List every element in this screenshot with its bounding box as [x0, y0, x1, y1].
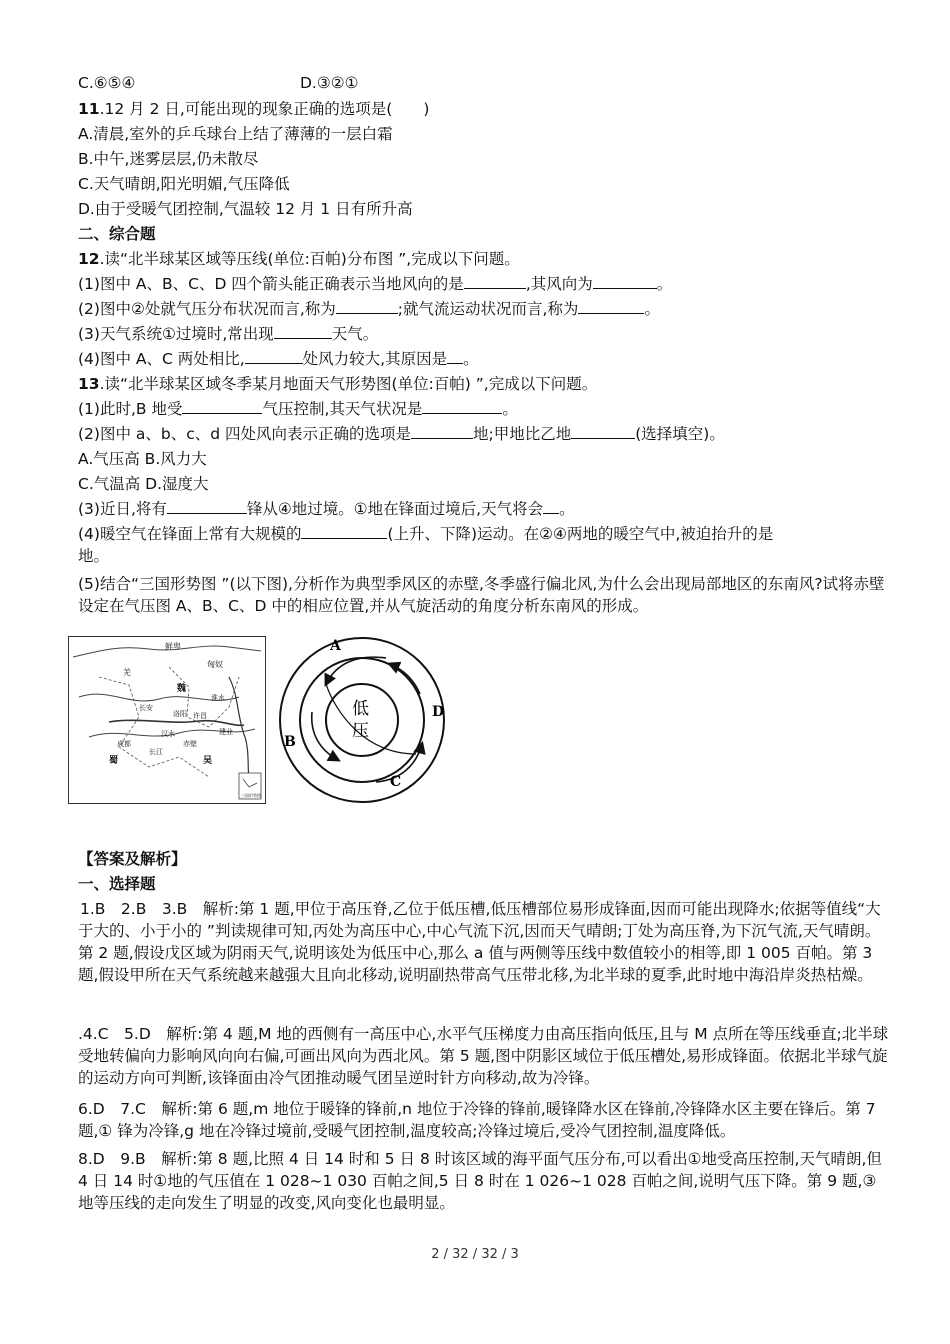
- q13-p1-end: 。: [502, 400, 518, 418]
- map-label: 赤壁: [183, 740, 197, 748]
- q12-p4-text2: 处风力较大,其原因是: [302, 350, 448, 368]
- map-label: 汉水: [161, 730, 175, 738]
- map-label: 吴: [203, 756, 213, 766]
- middle-isobar: [300, 658, 424, 782]
- q11-stem-text: .12 月 2 日,可能出现的现象正确的选项是( ): [99, 100, 430, 118]
- answer-blank[interactable]: [274, 323, 332, 339]
- q12-part1: [78, 273, 672, 295]
- answer-blank[interactable]: [593, 273, 657, 289]
- spiral-arc: [326, 684, 416, 754]
- q12-part2: [78, 298, 660, 320]
- low-pressure-label: 压: [352, 721, 369, 741]
- q13-part5: (5)结合“三国形势图 ”(以下图),分析作为典型季风区的赤壁,冬季盛行偏北风,为什么会出现局部地区的东南风?试将赤壁设定在气压图 A、B、C、D 中的相应位置,并从气旋活动的角度分析东南风的形成。: [78, 575, 885, 615]
- q12-p2-text: (2)图中②处就气压分布状况而言,称为: [78, 300, 336, 318]
- answer-blank[interactable]: [411, 423, 473, 439]
- q13-p4-end: 地。: [78, 547, 110, 565]
- cyclone-label-c: C: [390, 774, 402, 790]
- q12-p1-text: (1)图中 A、B、C、D 四个箭头能正确表示当地风向的是: [78, 275, 464, 293]
- map-label: 蜀: [109, 756, 119, 766]
- answer-blank[interactable]: [464, 273, 526, 289]
- q13-p3-text2: 锋从④地过境。①地在锋面过境后,天气将会: [246, 500, 544, 518]
- q13-p3-text: (3)近日,将有: [78, 500, 167, 518]
- q12-p4-end: 。: [463, 350, 479, 368]
- q11-option-b: B.中午,迷雾层层,仍未散尽: [78, 150, 259, 168]
- option-d: D.③②①: [300, 74, 359, 92]
- q13-p1-text: (1)此时,B 地受: [78, 400, 183, 418]
- q12-p1-text2: ,其风向为: [525, 275, 593, 293]
- map-title: 三国形势图: [241, 793, 261, 798]
- q13-number: 13: [78, 375, 100, 393]
- q13-p1-text2: 气压控制,其天气状况是: [262, 400, 423, 418]
- q12-p3-text: (3)天气系统①过境时,常出现: [78, 325, 274, 343]
- page-footer: 2 / 32 / 32 / 3: [431, 1247, 519, 1262]
- q13-stem: [78, 373, 597, 395]
- q13-p4-text: (4)暖空气在锋面上常有大规模的: [78, 525, 302, 543]
- q13-p4-text2: (上升、下降)运动。在②④两地的暖空气中,被迫抬升的是: [387, 525, 774, 543]
- answer-blank[interactable]: [578, 298, 644, 314]
- cyclone-label-b: B: [284, 734, 296, 750]
- q11-option-a: A.清晨,室外的乒乓球台上结了薄薄的一层白霜: [78, 125, 393, 143]
- wind-arrow-a: [326, 657, 386, 684]
- answer-blank[interactable]: [336, 298, 398, 314]
- q12-part4: [78, 348, 479, 370]
- q12-p3-text2: 天气。: [331, 325, 379, 343]
- answer-blank[interactable]: [422, 398, 502, 414]
- low-pressure-label: 低: [352, 699, 369, 719]
- section-title-comprehensive: 二、综合题: [78, 225, 156, 243]
- q12-p2-end: 。: [644, 300, 660, 318]
- answer-paragraph: 1.B 2.B 3.B 解析:第 1 题,甲位于高压脊,乙位于低压槽,低压槽部位易形成锋面,因而可能出现降水;依据等值线“大于大的、小于小的 ”判读规律可知,丙处为高压中心,中心气流下沉,因而天气晴朗;丁处为高压脊,为下沉气流,天气晴朗。第 2 题,假设戊区域为阴雨天气,说明该处为低压中心,那么 a 值与两侧等压线中数值较小的相等,即 1 005 百帕。第 3 题,假设甲所在天气系统越来越强大且向北移动,说明副热带高气压带北移,为北半球的夏季,此时地中海沿岸炎热枯燥。: [78, 900, 881, 984]
- cyclone-label-d: D: [432, 704, 445, 720]
- map-label: 长安: [139, 704, 153, 712]
- answers-section-title: 一、选择题: [78, 875, 156, 893]
- answer-blank[interactable]: [182, 398, 262, 414]
- q12-p4-text: (4)图中 A、C 两处相比,: [78, 350, 245, 368]
- q12-stem: [78, 248, 520, 270]
- map-label: 鲜卑: [165, 642, 181, 651]
- answer-paragraph: .4.C 5.D 解析:第 4 题,M 地的西侧有一高压中心,水平气压梯度力由高压指向低压,且与 M 点所在等压线垂直;北半球受地转偏向力影响风向向右偏,可画出风向为西北风。第 5 题,图中阴影区域位于低压槽处,易形成锋面。依据北半球气旋的运动方向可判断,该锋面由冷气团推动暖气团呈逆时针方向移动,故为冷锋。: [78, 1025, 889, 1087]
- map-label: 淮水: [211, 694, 225, 702]
- map-label: 成都: [117, 740, 131, 748]
- q13-part3: [78, 498, 575, 520]
- q12-part3: [78, 323, 378, 345]
- map-label: 洛阳: [173, 710, 187, 718]
- q11-number: 11: [78, 100, 100, 118]
- q13-part4: [78, 523, 890, 567]
- q13-p2-text2: 地;甲地比乙地: [473, 425, 572, 443]
- q11-stem: [78, 98, 429, 120]
- map-label: 建业: [219, 728, 233, 736]
- figure-group: [66, 634, 466, 806]
- q12-number: 12: [78, 250, 100, 268]
- cyclone-diagram: [266, 634, 462, 806]
- wind-arrow-b: [312, 712, 338, 760]
- map-label: 许昌: [193, 712, 207, 720]
- q11-option-c: C.天气晴朗,阳光明媚,气压降低: [78, 175, 290, 193]
- inner-isobar: [326, 684, 398, 756]
- q13-part2: [78, 423, 725, 445]
- outer-isobar: [280, 638, 444, 802]
- map-label: 魏: [177, 684, 187, 694]
- q12-p1-end: 。: [656, 275, 673, 293]
- answer-paragraph: 6.D 7.C 解析:第 6 题,m 地位于暖锋的锋前,n 地位于冷锋的锋前,暖锋降水区在锋前,冷锋降水区主要在锋后。第 7 题,① 锋为冷锋,g 地在冷锋过境前,受暖气团控制,温度较高;冷锋过境后,受冷气团控制,温度降低。: [78, 1100, 876, 1140]
- answer-paragraph: 8.D 9.B 解析:第 8 题,比照 4 日 14 时和 5 日 8 时该区域的海平面气压分布,可以看出①地受高压控制,天气晴朗,但 4 日 14 时①地的气压值在 1 028~1 030 百帕之间,5 日 8 时在 1 026~1 028 百帕之间,说明气压下降。第 9 题,③ 地等压线的走向发生了明显的改变,风向变化也最明显。: [78, 1150, 882, 1212]
- q11-option-d: D.由于受暖气团控制,气温较 12 月 1 日有所升高: [78, 200, 413, 218]
- map-label: 羌: [123, 668, 131, 677]
- map-label: 长江: [149, 748, 163, 756]
- map-drawing: [69, 637, 265, 803]
- answer-blank[interactable]: [447, 348, 463, 364]
- answer-blank[interactable]: [543, 498, 559, 514]
- q12-stem-text: .读“北半球某区域等压线(单位:百帕)分布图 ”,完成以下问题。: [99, 250, 520, 268]
- q13-stem-text: .读“北半球某区域冬季某月地面天气形势图(单位:百帕) ”,完成以下问题。: [99, 375, 598, 393]
- answer-blank[interactable]: [245, 348, 303, 364]
- q13-p2-end: (选择填空)。: [635, 425, 725, 443]
- q13-options-cd: C.气温高 D.湿度大: [78, 475, 209, 493]
- answers-title: 【答案及解析】: [78, 850, 187, 868]
- answer-blank[interactable]: [301, 523, 387, 539]
- answer-blank[interactable]: [571, 423, 635, 439]
- three-kingdoms-map: [68, 636, 266, 804]
- q13-options-ab: A.气压高 B.风力大: [78, 450, 207, 468]
- q13-part1: [78, 398, 518, 420]
- q13-p3-end: 。: [559, 500, 575, 518]
- answer-blank[interactable]: [167, 498, 247, 514]
- cyclone-label-a: A: [330, 638, 341, 654]
- q12-p2-text2: ;就气流运动状况而言,称为: [397, 300, 579, 318]
- option-c: C.⑥⑤④: [78, 74, 136, 92]
- option-row: [78, 72, 359, 94]
- map-label: 匈奴: [207, 660, 223, 669]
- q13-p2-text: (2)图中 a、b、c、d 四处风向表示正确的选项是: [78, 425, 412, 443]
